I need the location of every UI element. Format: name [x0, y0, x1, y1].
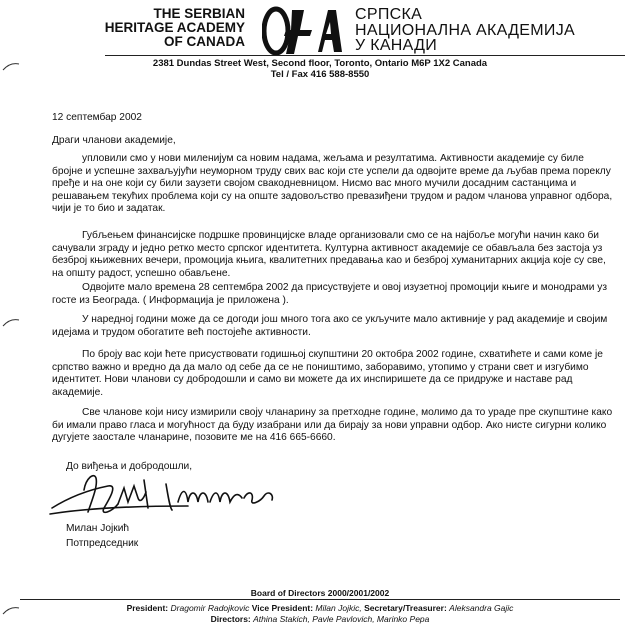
president-label: President: — [126, 603, 169, 613]
directors-label: Directors: — [210, 614, 251, 624]
letterhead-en-line2: HERITAGE ACADEMY — [104, 20, 245, 35]
punch-mark-icon — [2, 318, 20, 328]
address-line: 2381 Dundas Street West, Second floor, Toronto, Ontario M6P 1X2 Canada — [152, 58, 488, 69]
vice-president-name: Milan Jojkic, — [315, 603, 362, 613]
letter-paragraph-1: упловили смо у нови миленијум са новим надама, жељама и резултатима. Активности академије су биле бројне и успешне захваљујући неуморном труду свих вас који сте успели да одвојите време да љубав према пореклу пређе и на оне који су били заузети својом свакодневницом. Нисмо вас много мучили досадним састанцима и решавањем текућих проблема који су на опште задовољство превазиђени трудом и радом чланова управног одбора, чији је то био и задатак. — [52, 153, 613, 215]
footer-officers — [10, 603, 630, 613]
letterhead-address-block — [100, 58, 540, 80]
footer-directors — [10, 614, 630, 624]
letterhead-en-line3: OF CANADA — [164, 34, 245, 49]
letterhead-sr-line3: У КАНАДИ — [355, 37, 438, 54]
letter-paragraph-4: У наредној години може да се догоди још много тога ако се укључите мало активније у рад академије и својим идејама и трудом обогатите већ постојеће активности. — [52, 314, 608, 338]
letterhead-english — [100, 7, 245, 49]
letter-paragraph-5: По броју вас који ћете присуствовати годишњој скупштини 20 октобра 2002 године, схватићете и сами коме је српство важно и вредно да да мало од себе да се не поништимо, заборавимо, утопимо у страни свет и изгубимо идентитет. Нови чланови су добродошли и само ви можете да их инспиришете да се придруже и наставе рад академије. — [52, 349, 603, 398]
secretary-name: Aleksandra Gajic — [449, 603, 514, 613]
letterhead-en-line1: THE SERBIAN — [153, 6, 245, 21]
letterhead-sr-line1: СРПСКА — [355, 6, 423, 23]
vice-president-label: Vice President: — [251, 603, 314, 613]
footer-divider — [20, 599, 620, 600]
letter-paragraph-6: Све чланове који нису измирили своју чланарину за претходне године, молимо да то ураде пре скупштине како би имали право гласа и могућност да буду изабрани или да бирају за нови управни одбор. Ако нисте сигурни колико дугујете заостале чланарине, позовите ме на 416 665-6660. — [52, 407, 613, 444]
signer-title: Потпредседник — [66, 538, 139, 549]
letter-greeting: Драги чланови академије, — [52, 135, 176, 146]
secretary-label: Secretary/Treasurer: — [364, 603, 447, 613]
signer-name: Милан Јојкић — [66, 523, 130, 534]
letterhead-serbian — [355, 7, 615, 54]
letter-paragraph-2: Губљењем финансијске подршке провинцијске владе организовали смо се на најбоље могући начин како би сачували зграду и једно ретко место српског идентитета. Културна активност академије се обављала без застоја уз безброј књижевних вечери, промоција књига, квалитетних предавања као и безброј хуманитарних акција које су све, на општу радост, успешно обављене. — [52, 230, 606, 279]
letterhead-sr-line2: НАЦИОНАЛНА АКАДЕМИЈА — [355, 21, 575, 39]
phone-line: Tel / Fax 416 588-8550 — [270, 69, 370, 80]
handwritten-signature-icon — [48, 468, 298, 524]
letter-closing: До виђења и добродошли, — [66, 461, 193, 472]
letterhead-divider — [105, 55, 625, 56]
letter-paragraph-3: Одвојите мало времена 28 септембра 2002 да присуствујете и овој изузетној промоцији књиге и монодрами уз госте из Београда. ( Информација је приложена ). — [52, 282, 608, 306]
directors-names: Athina Stakich, Pavle Pavlovich, Marinko Pepa — [253, 614, 430, 624]
punch-mark-icon — [2, 62, 20, 72]
board-heading: Board of Directors 2000/2001/2002 — [250, 588, 390, 598]
academy-logo-icon — [262, 4, 344, 58]
president-name: Dragomir Radojkovic — [170, 603, 250, 613]
letter-date: 12 септембар 2002 — [52, 112, 142, 123]
